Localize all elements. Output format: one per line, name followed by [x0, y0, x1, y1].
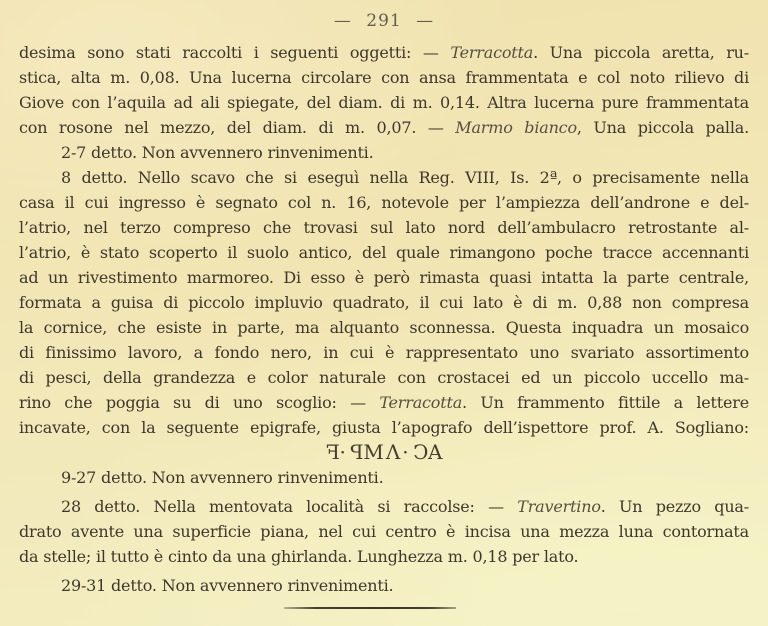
text-segment: con rosone nel mezzo, del diam. di m. 0,07. — [19, 118, 456, 137]
epigraph-letter: Λ [385, 440, 403, 464]
text-segment: . Una piccola aretta, ru- [533, 43, 749, 62]
section-end-rule [284, 607, 456, 609]
epigraph-letter: · [339, 440, 348, 464]
text-segment: 9-27 detto. Non avvennero rinvenimenti. [61, 468, 384, 487]
text-segment: l’atrio, è stato scoperto il suolo antico, del quale rimangono poche tracce accennanti [19, 243, 749, 262]
epigraph-inscription [19, 440, 749, 465]
text-line [19, 365, 749, 390]
italic-term: Marmo bianco [455, 118, 577, 137]
text-segment: di pesci, della grandezza e color naturale con crostacei ed un piccolo uccello ma- [19, 368, 749, 387]
text-segment: , Una piccola palla. [576, 118, 749, 137]
text-line [19, 290, 749, 315]
page-body [19, 40, 749, 609]
italic-term: Travertino [517, 497, 601, 516]
text-line [19, 265, 749, 290]
text-line [19, 340, 749, 365]
text-segment: 28 detto. Nella mentovata località si raccolse: — [61, 497, 518, 516]
page-number: — 291 — [333, 11, 435, 31]
text-segment: 8 detto. Nello scavo che si eseguì nella Reg. VIII, Is. 2ª, o precisamente nella [61, 168, 749, 187]
text-line [19, 140, 749, 165]
text-segment: da stelle; il tutto è cinto da una ghirlanda. Lunghezza m. 0,18 per lato. [19, 547, 579, 566]
mirrored-epigraph-letter: P [347, 440, 364, 464]
text-line [19, 90, 749, 115]
text-line [19, 544, 749, 569]
text-segment: . Un pezzo qua- [600, 497, 749, 516]
text-segment: rino che poggia su di uno scoglio: — [19, 393, 380, 412]
mirrored-epigraph-letter: F [323, 440, 340, 464]
text-line [19, 415, 749, 440]
text-segment: desima sono stati raccolti i seguenti oggetti: — [19, 43, 451, 62]
text-segment: stica, alta m. 0,08. Una lucerna circolare con ansa frammentata e col noto rilievo di [19, 68, 749, 87]
italic-term: Terracotta [379, 393, 463, 412]
text-line [19, 519, 749, 544]
text-line [19, 573, 749, 598]
text-segment: casa il cui ingresso è segnato col n. 16, notevole per l’ampiezza dell’androne e del- [19, 193, 749, 212]
epigraph-letter: · [402, 440, 411, 464]
text-segment: Giove con l’aquila ad ali spiegate, del diam. di m. 0,14. Altra lucerna pure frammentata [19, 93, 749, 112]
text-line [19, 390, 749, 415]
text-segment: incavate, con la seguente epigrafe, giusta l’apografo dell’ispettore prof. A. Sogliano: [19, 418, 749, 437]
text-segment: . Un frammento fittile a lettere [462, 393, 749, 412]
text-line [19, 65, 749, 90]
mirrored-epigraph-letter: C [410, 440, 428, 464]
text-line [19, 315, 749, 340]
italic-term: Terracotta [450, 43, 534, 62]
text-segment: l’atrio, nel terzo compreso che trovasi sul lato nord dell’ambulacro retrostante al- [19, 218, 749, 237]
text-segment: 2-7 detto. Non avvennero rinvenimenti. [61, 143, 374, 162]
text-line [19, 190, 749, 215]
text-line [19, 215, 749, 240]
text-line [19, 165, 749, 190]
text-line [19, 465, 749, 490]
text-segment: 29-31 detto. Non avvennero rinvenimenti. [61, 576, 394, 595]
epigraph-letter: A [427, 440, 445, 464]
text-line [19, 494, 749, 519]
text-segment: la cornice, che esiste in parte, ma alquanto sconnessa. Questa inquadra un mosaico [19, 318, 749, 337]
text-segment: di finissimo lavoro, a fondo nero, in cui è rappresentato uno svariato assortimento [19, 343, 749, 362]
text-segment: drato avente una superficie piana, nel cui centro è incisa una mezza luna contornata [19, 522, 749, 541]
text-segment: formata a guisa di piccolo impluvio quadrato, il cui lato è di m. 0,88 non compresa [19, 293, 749, 312]
epigraph-letter: M [363, 440, 386, 464]
text-line [19, 40, 749, 65]
text-line [19, 240, 749, 265]
text-line [19, 115, 749, 140]
text-segment: ad un rivestimento marmoreo. Di esso è però rimasta quasi intatta la parte centrale, [19, 268, 749, 287]
